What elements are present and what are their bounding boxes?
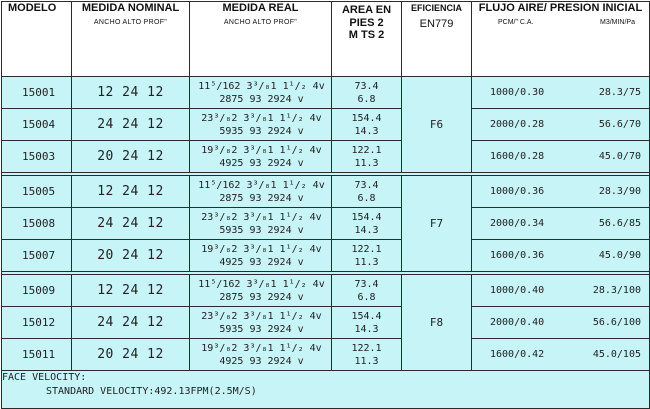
model-cell: 15012 [2,307,72,339]
flow-pressure-cell [472,208,650,240]
real-size-cell: 11⁵/162 3³/₈1 1¹/₂ 4v 2875 93 2924 v [190,275,332,307]
model-cell: 15008 [2,208,72,240]
table-row [2,109,650,141]
flow-pcm: 1600/0.36 [490,250,545,261]
flow-m3: 28.3/75 [598,87,641,98]
model-cell: 15001 [2,77,72,109]
area-cell: 73.4 6.8 [332,275,402,307]
table-row [2,307,650,339]
flow-pcm: 1600/0.28 [490,151,545,162]
face-velocity-label: FACE VELOCITY: [2,372,87,383]
real-size-cell: 11⁵/162 3³/₈1 1¹/₂ 4v 2875 93 2924 v [190,77,332,109]
nominal-size-cell: 20 24 12 [72,240,190,272]
standard-velocity-value: STANDARD VELOCITY:492.13FPM(2.5M/S) [46,386,257,397]
header-flujo: FLUJO AIRE/ PRESION INICIAL PCM/" C.A. M3/MIN/Pa [472,2,650,77]
header-flujo-sub-pcm: PCM/" C.A. [498,19,534,26]
real-size-cell: 23³/₈2 3³/₈1 1¹/₂ 4v 5935 93 2924 v [190,109,332,141]
flow-m3: 56.6/100 [592,317,641,328]
efficiency-cell: F6 [402,77,472,173]
footer-row [2,371,650,409]
flow-pcm: 2000/0.34 [490,218,545,229]
model-cell: 15007 [2,240,72,272]
nominal-size-cell: 20 24 12 [72,141,190,173]
area-cell: 154.4 14.3 [332,208,402,240]
flow-pressure-cell [472,339,650,371]
flow-pcm: 1000/0.30 [490,87,545,98]
header-flujo-sub-m3: M3/MIN/Pa [599,19,635,26]
header-medida-real: MEDIDA REAL ANCHO ALTO PROF" [190,2,332,77]
nominal-size-cell: 24 24 12 [72,109,190,141]
efficiency-cell: F8 [402,275,472,371]
real-size-cell: 19³/₈2 3³/₈1 1¹/₂ 4v 4925 93 2924 v [190,240,332,272]
real-size-cell: 11⁵/162 3³/₈1 1¹/₂ 4v 2875 93 2924 v [190,176,332,208]
filter-spec-table [1,1,650,409]
flow-m3: 56.6/85 [598,218,641,229]
nominal-size-cell: 20 24 12 [72,339,190,371]
table-row [2,240,650,272]
nominal-size-cell: 12 24 12 [72,176,190,208]
footer-velocity [2,371,650,409]
header-area: AREA EN PIES 2 M TS 2 [332,2,402,77]
area-cell: 122.1 11.3 [332,141,402,173]
nominal-size-cell: 24 24 12 [72,208,190,240]
area-cell: 154.4 14.3 [332,307,402,339]
area-cell: 122.1 11.3 [332,339,402,371]
table-row [2,77,650,109]
real-size-cell: 19³/₈2 3³/₈1 1¹/₂ 4v 4925 93 2924 v [190,339,332,371]
real-size-cell: 23³/₈2 3³/₈1 1¹/₂ 4v 5935 93 2924 v [190,307,332,339]
model-cell: 15005 [2,176,72,208]
header-modelo: MODELO [2,2,72,77]
flow-pressure-cell [472,141,650,173]
flow-m3: 45.0/105 [592,349,641,360]
nominal-size-cell: 12 24 12 [72,275,190,307]
model-cell: 15009 [2,275,72,307]
table-row [2,275,650,307]
model-cell: 15011 [2,339,72,371]
flow-pcm: 1000/0.40 [490,285,545,296]
nominal-size-cell: 12 24 12 [72,77,190,109]
real-size-cell: 23³/₈2 3³/₈1 1¹/₂ 4v 5935 93 2924 v [190,208,332,240]
flow-pcm: 1600/0.42 [490,349,545,360]
nominal-size-cell: 24 24 12 [72,307,190,339]
area-cell: 73.4 6.8 [332,77,402,109]
flow-pressure-cell [472,307,650,339]
area-cell: 73.4 6.8 [332,176,402,208]
table-row [2,208,650,240]
flow-m3: 28.3/90 [598,186,641,197]
flow-pressure-cell [472,275,650,307]
header-eficiencia-sub: EN779 [419,18,454,30]
model-cell: 15004 [2,109,72,141]
flow-m3: 56.6/70 [598,119,641,130]
table-row [2,339,650,371]
header-medida-real-sub: ANCHO ALTO PROF" [223,19,298,26]
flow-m3: 45.0/70 [598,151,641,162]
header-medida-nominal-sub: ANCHO ALTO PROF" [93,19,168,26]
table-row [2,176,650,208]
flow-pcm: 1000/0.36 [490,186,545,197]
efficiency-cell: F7 [402,176,472,272]
header-medida-nominal: MEDIDA NOMINAL ANCHO ALTO PROF" [72,2,190,77]
flow-pressure-cell [472,240,650,272]
area-cell: 154.4 14.3 [332,109,402,141]
real-size-cell: 19³/₈2 3³/₈1 1¹/₂ 4v 4925 93 2924 v [190,141,332,173]
flow-pressure-cell [472,109,650,141]
flow-m3: 28.3/100 [592,285,641,296]
flow-m3: 45.0/90 [598,250,641,261]
header-row [2,2,650,77]
model-cell: 15003 [2,141,72,173]
flow-pcm: 2000/0.40 [490,317,545,328]
area-cell: 122.1 11.3 [332,240,402,272]
flow-pcm: 2000/0.28 [490,119,545,130]
flow-pressure-cell [472,176,650,208]
flow-pressure-cell [472,77,650,109]
table-row [2,141,650,173]
header-eficiencia: EFICIENCIA EN779 [402,2,472,77]
